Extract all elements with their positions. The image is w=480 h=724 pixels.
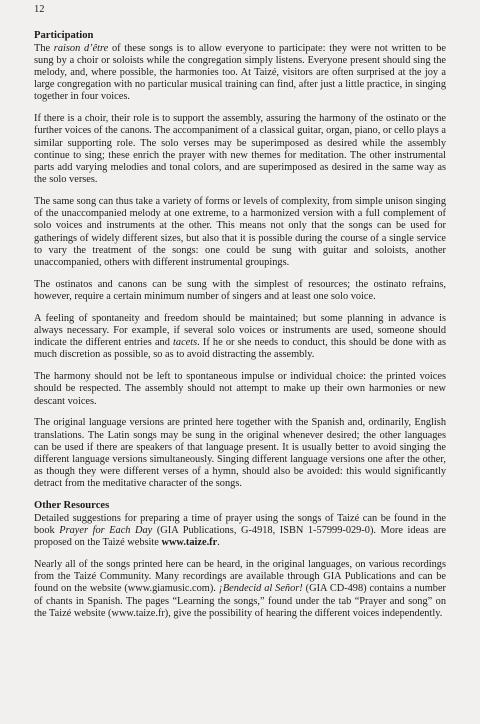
- paragraph: [34, 513, 446, 550]
- italic-text: tacets: [173, 337, 198, 349]
- text-run: A feeling of spontaneity and freedom should be maintained; but some planning in advance is always necessary. For example, if several solo voices or instruments are used, someone should indicate the different entries and: [34, 312, 446, 349]
- paragraph: If there is a choir, their role is to support the assembly, assuring the harmony of the ostinato or the further voices of the canons. The accompaniment of a classical guitar, organ, piano, or cello plays a similar supporting role. The solo verses may be superimposed as desired while the assembly continue to sing; these enrich the prayer with new themes for meditation. The other instrumental parts add varying melodies and tonal colors, and are superimposed as desired in the same way as the solo verses.: [34, 113, 446, 186]
- paragraph: The same song can thus take a variety of forms or levels of complexity, from simple unison singing of the unaccompanied melody at one extreme, to a harmonized version with a full complement of solo voices and instruments at the other. This means not only that the songs can be used for gatherings of widely different sizes, but also that it is possible during the course of a single service to vary the treatment of the songs: one could be sung with guitar and soloists, another unaccompanied, others with different instrumental groupings.: [34, 196, 446, 269]
- section-heading-participation: Participation: [34, 30, 94, 41]
- page-number: 12: [34, 4, 45, 15]
- text-run: .: [217, 537, 220, 549]
- album-title: ¡Bendecid al Señor!: [218, 583, 303, 595]
- paragraph: The ostinatos and canons can be sung with the simplest of resources; the ostinato refrains, however, require a certain minimum number of singers and at least one solo voice.: [34, 278, 446, 303]
- text-run: (GIA CD-498) contains a number of chants in Spanish. The pages “Learning the songs,” found under the tab “Prayer and song” on the Taizé website (www.taize.fr), give the possibility of hearing the different voices independently.: [34, 583, 446, 619]
- text-run: of these songs is to allow everyone to participate: they were not written to be sung by a choir or soloists while the congregation simply listens. Everyone present should sing the melody, and, where possible, the harmonies too. At Taizé, visitors are often surprised at the joy a large congregation with no particular musical training can find, after just a little practice, in singing together in four voices.: [34, 42, 446, 103]
- section-heading-other-resources: Other Resources: [34, 500, 110, 512]
- page-content: [34, 30, 446, 630]
- paragraph: The original language versions are printed here together with the Spanish and, ordinarily, English translations. The Latin songs may be sung in the original whenever desired; the other languages can be used if there are speakers of that language present. It is usually better to avoid singing the different language versions simultaneously. Singing different language versions one after the other, as though they were different verses of a hymn, should also be avoided: this would significantly detract from the meditative character of the songs.: [34, 417, 446, 490]
- book-title: Prayer for Each Day: [59, 525, 153, 537]
- text-run: Detailed suggestions for preparing a time of prayer using the songs of Taizé can be found in the book: [34, 512, 446, 537]
- paragraph: [34, 43, 446, 104]
- text-run: (GIA Publications, G-4918, ISBN 1-57999-029-0). More ideas are proposed on the Taizé website: [34, 525, 446, 549]
- text-run: Nearly all of the songs printed here can be heard, in the original languages, on various recordings from the Taizé Community. Many recordings are available through GIA Publications and can be found on the website (www.giamusic.com).: [34, 559, 446, 595]
- paragraph: [34, 313, 446, 362]
- paragraph: [34, 559, 446, 620]
- website-link: www.taize.fr: [161, 537, 218, 549]
- italic-text: raison d’être: [53, 42, 109, 54]
- paragraph: The harmony should not be left to spontaneous impulse or individual choice: the printed voices should be respected. The assembly should not attempt to make up their own harmonies or new descant voices.: [34, 371, 446, 407]
- text-run: The: [34, 42, 54, 54]
- text-run: . If he or she needs to conduct, this should be done with as much discretion as possible, so as to avoid distracting the assembly.: [34, 337, 447, 361]
